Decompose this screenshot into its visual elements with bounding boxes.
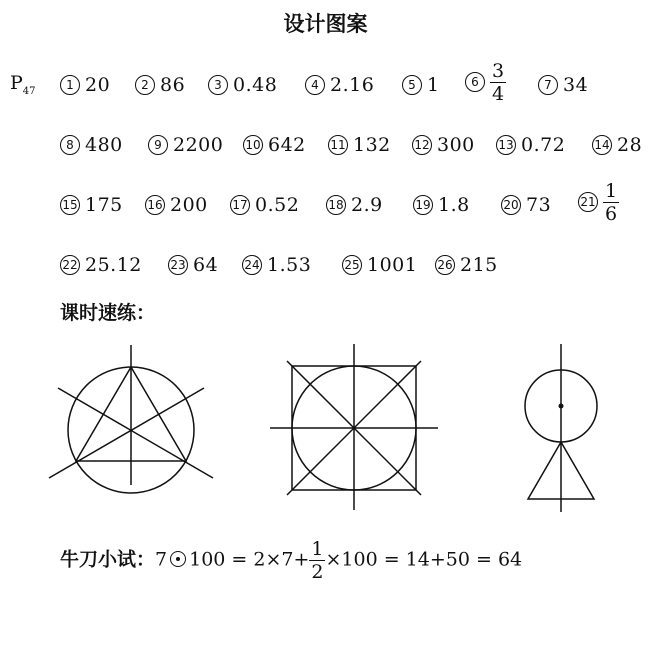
- answer-item: 20 73: [501, 192, 551, 218]
- trial-equation: 牛刀小试：7 100 = 2×7+ $\frac{1}{2}$ ×100 = 14+50 = 64: [60, 538, 523, 583]
- symmetry-axis-line: [58, 388, 213, 478]
- answer-item: 22 25.12: [60, 252, 142, 278]
- answer-item: 9 2200: [148, 132, 223, 158]
- section-heading: 课时速练：: [60, 302, 156, 324]
- page-number-label: $P_{47}$: [10, 72, 36, 97]
- answer-item: 21 $\frac{1}{6}$: [578, 180, 619, 225]
- circle-square-figure: [270, 344, 438, 510]
- answer-item: 11 132: [328, 132, 391, 158]
- fraction: $\frac{1}{2}$: [311, 538, 324, 583]
- fraction: $\frac{1}{6}$: [605, 180, 618, 225]
- answer-item: 12 300: [412, 132, 475, 158]
- answer-item: 1 20: [60, 72, 110, 98]
- circle-on-triangle-figure: [525, 344, 597, 512]
- odot-operator-icon: [170, 551, 186, 567]
- answer-item: 2 86: [135, 72, 185, 98]
- answer-item: 10 642: [243, 132, 306, 158]
- answer-item: 15 175: [60, 192, 123, 218]
- answer-item: 6 $\frac{3}{4}$: [465, 60, 506, 105]
- answer-item: 25 1001: [342, 252, 417, 278]
- answer-item: 23 64: [168, 252, 218, 278]
- answer-item: 19 1.8: [413, 192, 470, 218]
- fraction: $\frac{3}{4}$: [492, 60, 505, 105]
- symmetry-axis-line: [49, 388, 204, 478]
- answer-item: 7 34: [538, 72, 588, 98]
- answer-item: 5 1: [402, 72, 440, 98]
- answer-item: 18 2.9: [326, 192, 383, 218]
- figure-group: [0, 330, 651, 515]
- page-title: 设计图案: [283, 12, 368, 36]
- answer-item: 24 1.53: [242, 252, 311, 278]
- answer-item: 14 28: [592, 132, 642, 158]
- answer-item: 26 215: [435, 252, 498, 278]
- answer-item: 3 0.48: [208, 72, 277, 98]
- answer-item: 17 0.52: [230, 192, 299, 218]
- answer-item: 4 2.16: [305, 72, 374, 98]
- center-dot: [559, 404, 564, 409]
- answer-item: 8 480: [60, 132, 123, 158]
- circle-triangle-figure: [49, 345, 213, 493]
- answer-item: 16 200: [145, 192, 208, 218]
- answer-item: 13 0.72: [496, 132, 565, 158]
- trial-label: 牛刀小试：: [60, 548, 156, 571]
